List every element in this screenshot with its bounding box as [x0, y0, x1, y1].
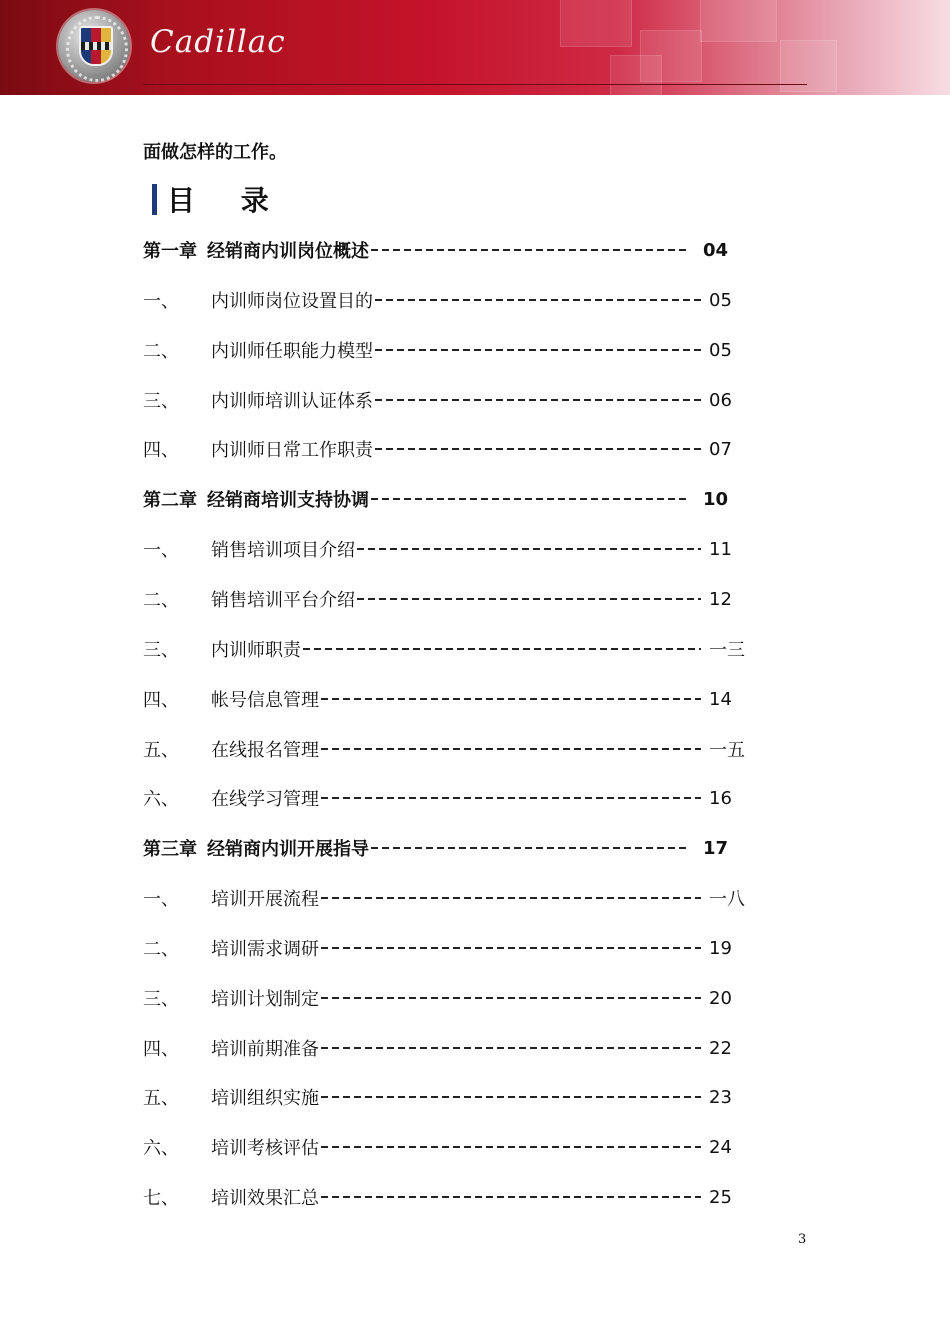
- toc-chapter-entry[interactable]: [143, 486, 755, 512]
- header-banner: [0, 0, 950, 95]
- toc-title: 目 录: [167, 184, 287, 217]
- toc-entry-label: 帐号信息管理: [211, 690, 319, 711]
- toc-entry-number: 四、: [143, 1039, 179, 1060]
- header-divider: [143, 84, 807, 85]
- toc-dash-leader: [321, 1096, 701, 1098]
- toc-dash-leader: [303, 648, 701, 650]
- toc-entry-label: 经销商内训开展指导: [207, 839, 369, 860]
- toc-section-entry[interactable]: [143, 636, 755, 662]
- toc-dash-leader: [375, 448, 701, 450]
- toc-entry-page: 20: [709, 987, 732, 1009]
- toc-entry-number: 一、: [143, 540, 179, 561]
- toc-entry-number: 四、: [143, 690, 179, 711]
- toc-entry-label: 培训计划制定: [211, 989, 319, 1010]
- toc-entry-label: 培训开展流程: [211, 889, 319, 910]
- brand-logo: Cadillac: [150, 24, 286, 60]
- toc-entry-label: 培训需求调研: [211, 939, 319, 960]
- toc-section-entry[interactable]: [143, 935, 755, 961]
- toc-entry-page: 22: [709, 1037, 732, 1059]
- toc-chapter-entry[interactable]: [143, 237, 755, 263]
- toc-entry-page: 23: [709, 1086, 732, 1108]
- heading-accent-bar: [152, 184, 157, 215]
- toc-entry-page: 11: [709, 538, 732, 560]
- toc-section-entry[interactable]: [143, 686, 755, 712]
- toc-entry-number: 三、: [143, 640, 179, 661]
- toc-section-entry[interactable]: [143, 436, 755, 462]
- toc-entry-label: 在线报名管理: [211, 740, 319, 761]
- toc-dash-leader: [375, 299, 701, 301]
- toc-entry-label: 培训效果汇总: [211, 1188, 319, 1209]
- toc-dash-leader: [321, 748, 701, 750]
- toc-dash-leader: [357, 598, 701, 600]
- toc-dash-leader: [371, 498, 689, 500]
- toc-dash-leader: [321, 698, 701, 700]
- toc-entry-number: 六、: [143, 1138, 179, 1159]
- toc-chapter-entry[interactable]: [143, 835, 755, 861]
- toc-section-entry[interactable]: [143, 337, 755, 363]
- toc-entry-label: 内训师培训认证体系: [211, 391, 373, 412]
- toc-entry-number: 第三章: [143, 839, 197, 860]
- toc-entry-number: 二、: [143, 939, 179, 960]
- toc-section-entry[interactable]: [143, 885, 755, 911]
- toc-section-entry[interactable]: [143, 287, 755, 313]
- toc-entry-number: 五、: [143, 1088, 179, 1109]
- toc-section-entry[interactable]: [143, 985, 755, 1011]
- toc-entry-number: 六、: [143, 789, 179, 810]
- toc-heading: [152, 182, 287, 216]
- toc-entry-number: 二、: [143, 590, 179, 611]
- toc-entry-label: 内训师职责: [211, 640, 301, 661]
- page-number: 3: [798, 1232, 807, 1247]
- toc-entry-number: 一、: [143, 291, 179, 312]
- toc-section-entry[interactable]: [143, 736, 755, 762]
- toc-dash-leader: [321, 947, 701, 949]
- toc-entry-page: 05: [709, 289, 732, 311]
- toc-entry-label: 销售培训项目介绍: [211, 540, 355, 561]
- toc-entry-page: 一五: [709, 740, 745, 761]
- toc-entry-page: 19: [709, 937, 732, 959]
- toc-dash-leader: [371, 847, 689, 849]
- toc-entry-number: 一、: [143, 889, 179, 910]
- toc-entry-page: 12: [709, 588, 732, 610]
- toc-entry-page: 05: [709, 339, 732, 361]
- toc-entry-page: 14: [709, 688, 732, 710]
- toc-dash-leader: [321, 1196, 701, 1198]
- toc-entry-page: 17: [703, 837, 729, 859]
- toc-entry-number: 第一章: [143, 241, 197, 262]
- continued-paragraph: 面做怎样的工作。: [143, 142, 287, 163]
- toc-section-entry[interactable]: [143, 586, 755, 612]
- toc-entry-page: 16: [709, 787, 732, 809]
- toc-entry-number: 五、: [143, 740, 179, 761]
- toc-entry-number: 第二章: [143, 490, 197, 511]
- toc-entry-label: 在线学习管理: [211, 789, 319, 810]
- toc-dash-leader: [371, 249, 689, 251]
- toc-entry-page: 10: [703, 488, 729, 510]
- toc-entry-number: 二、: [143, 341, 179, 362]
- toc-entry-page: 25: [709, 1186, 732, 1208]
- toc-dash-leader: [375, 399, 701, 401]
- cadillac-emblem-icon: [58, 10, 130, 82]
- toc-entry-label: 内训师任职能力模型: [211, 341, 373, 362]
- toc-dash-leader: [321, 897, 701, 899]
- toc-entry-label: 销售培训平台介绍: [211, 590, 355, 611]
- toc-dash-leader: [321, 1146, 701, 1148]
- toc-entry-label: 培训组织实施: [211, 1088, 319, 1109]
- toc-entry-page: 24: [709, 1136, 732, 1158]
- toc-section-entry[interactable]: [143, 1184, 755, 1210]
- toc-section-entry[interactable]: [143, 785, 755, 811]
- toc-entry-page: 07: [709, 438, 732, 460]
- toc-entry-page: 一八: [709, 889, 745, 910]
- toc-entry-page: 04: [703, 239, 729, 261]
- toc-entry-label: 培训前期准备: [211, 1039, 319, 1060]
- toc-entry-number: 三、: [143, 391, 179, 412]
- toc-section-entry[interactable]: [143, 387, 755, 413]
- toc-section-entry[interactable]: [143, 1084, 755, 1110]
- toc-entry-page: 一三: [709, 640, 745, 661]
- toc-entry-label: 经销商培训支持协调: [207, 490, 369, 511]
- toc-entry-number: 四、: [143, 440, 179, 461]
- toc-entry-number: 七、: [143, 1188, 179, 1209]
- toc-section-entry[interactable]: [143, 1035, 755, 1061]
- toc-dash-leader: [321, 797, 701, 799]
- toc-dash-leader: [321, 997, 701, 999]
- toc-dash-leader: [375, 349, 701, 351]
- toc-dash-leader: [321, 1047, 701, 1049]
- toc-entry-label: 经销商内训岗位概述: [207, 241, 369, 262]
- toc-entry-label: 内训师日常工作职责: [211, 440, 373, 461]
- toc-section-entry[interactable]: [143, 1134, 755, 1160]
- toc-entry-label: 内训师岗位设置目的: [211, 291, 373, 312]
- toc-section-entry[interactable]: [143, 536, 755, 562]
- toc-entry-page: 06: [709, 389, 732, 411]
- toc-entry-number: 三、: [143, 989, 179, 1010]
- toc-entry-label: 培训考核评估: [211, 1138, 319, 1159]
- toc-dash-leader: [357, 548, 701, 550]
